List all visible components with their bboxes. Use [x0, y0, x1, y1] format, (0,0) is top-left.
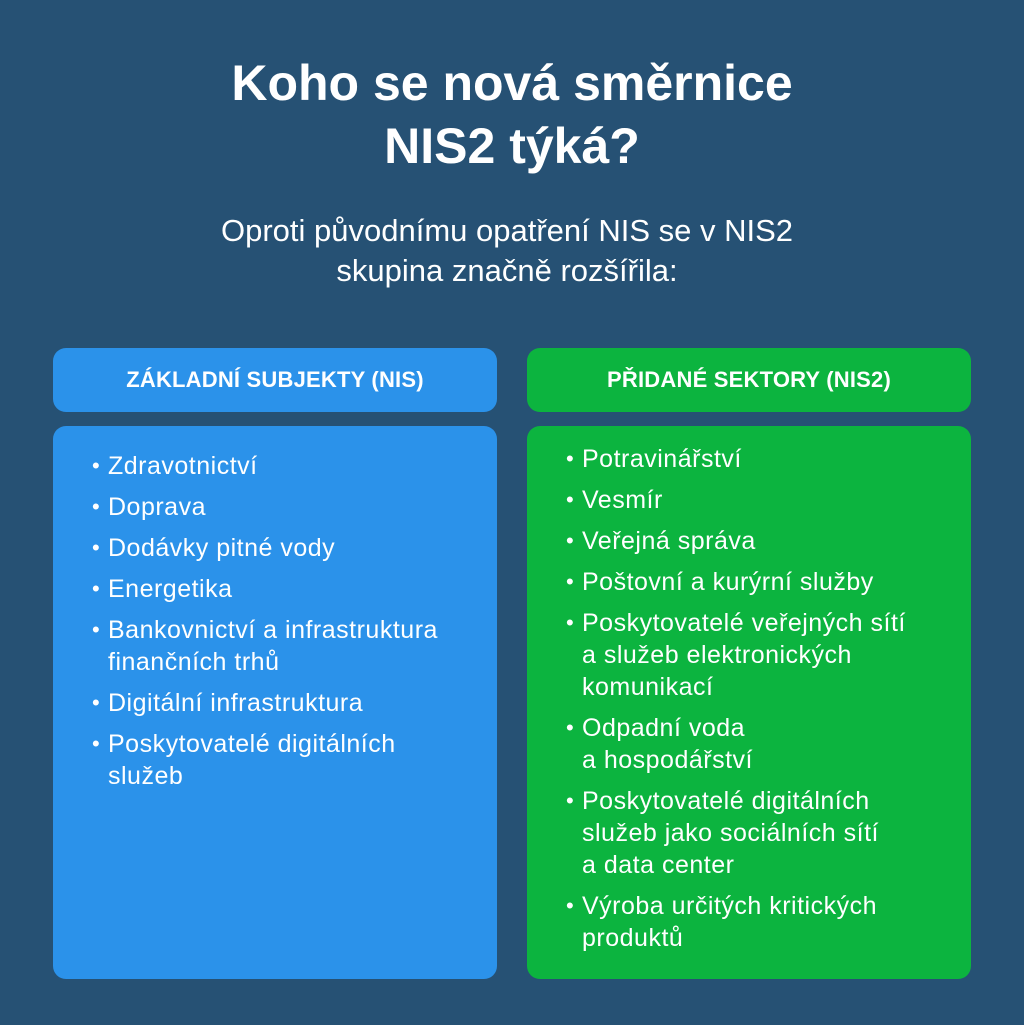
- list-item: [91, 491, 487, 523]
- added-sectors-heading: PŘIDANÉ SEKTORY (NIS2): [607, 367, 891, 392]
- basic-entities-panel: [53, 426, 497, 979]
- list-item-text: Zdravotnictví: [108, 452, 258, 480]
- page-title: [0, 52, 1024, 178]
- list-item-text: Poskytovatelé digitálních: [108, 730, 396, 758]
- added-sectors-list: [565, 443, 961, 954]
- bullet-icon: •: [92, 535, 101, 560]
- bullet-icon: •: [92, 617, 101, 642]
- list-item-text: Vesmír: [582, 486, 663, 514]
- bullet-icon: •: [566, 487, 575, 512]
- page-subtitle: [0, 211, 1014, 291]
- list-item-text: Poštovní a kurýrní služby: [582, 568, 874, 596]
- list-item-text: Poskytovatelé veřejných sítí: [582, 609, 906, 637]
- added-sectors-panel: [527, 426, 971, 979]
- list-item-text: Bankovnictví a infrastruktura: [108, 616, 438, 644]
- list-item: [565, 890, 961, 954]
- bullet-icon: •: [92, 731, 101, 756]
- list-item: [565, 566, 961, 598]
- list-item-text: a služeb elektronických: [582, 641, 852, 669]
- bullet-icon: •: [566, 569, 575, 594]
- list-item: [91, 687, 487, 719]
- list-item-text: Energetika: [108, 575, 233, 603]
- list-item-text: služeb: [108, 762, 184, 790]
- basic-entities-list: [91, 450, 487, 792]
- bullet-icon: •: [566, 446, 575, 471]
- bullet-icon: •: [566, 788, 575, 813]
- list-item: [565, 785, 961, 881]
- bullet-icon: •: [92, 576, 101, 601]
- list-item-text: a data center: [582, 851, 735, 879]
- list-item-text: Veřejná správa: [582, 527, 756, 555]
- list-item-text: Odpadní voda: [582, 714, 746, 742]
- bullet-icon: •: [566, 610, 575, 635]
- list-item-text: služeb jako sociálních sítí: [582, 819, 879, 847]
- list-item: [91, 532, 487, 564]
- added-sectors-header: [527, 348, 971, 412]
- list-item-text: a hospodářství: [582, 746, 753, 774]
- list-item: [565, 484, 961, 516]
- list-item-text: Dodávky pitné vody: [108, 534, 336, 562]
- list-item: [565, 443, 961, 475]
- bullet-icon: •: [566, 893, 575, 918]
- list-item: [91, 614, 487, 678]
- list-item-text: Digitální infrastruktura: [108, 689, 364, 717]
- list-item-text: Výroba určitých kritických: [582, 892, 878, 920]
- title-line-2: NIS2 týká?: [384, 118, 640, 174]
- basic-entities-header: [53, 348, 497, 412]
- list-item: [565, 607, 961, 703]
- bullet-icon: •: [566, 528, 575, 553]
- list-item-text: finančních trhů: [108, 648, 280, 676]
- subtitle-line-1: Oproti původnímu opatření NIS se v NIS2: [220, 213, 794, 248]
- bullet-icon: •: [566, 715, 575, 740]
- list-item-text: Doprava: [108, 493, 206, 521]
- bullet-icon: •: [92, 453, 101, 478]
- list-item: [91, 573, 487, 605]
- list-item-text: Poskytovatelé digitálních: [582, 787, 870, 815]
- title-line-1: Koho se nová směrnice: [231, 55, 793, 111]
- list-item-text: produktů: [582, 924, 684, 952]
- list-item: [565, 712, 961, 776]
- list-item: [565, 525, 961, 557]
- list-item: [91, 450, 487, 482]
- bullet-icon: •: [92, 690, 101, 715]
- list-item: [91, 728, 487, 792]
- list-item-text: komunikací: [582, 673, 714, 701]
- subtitle-line-2: skupina značně rozšířila:: [336, 253, 678, 288]
- basic-entities-heading: ZÁKLADNÍ SUBJEKTY (NIS): [126, 367, 424, 392]
- bullet-icon: •: [92, 494, 101, 519]
- list-item-text: Potravinářství: [582, 445, 742, 473]
